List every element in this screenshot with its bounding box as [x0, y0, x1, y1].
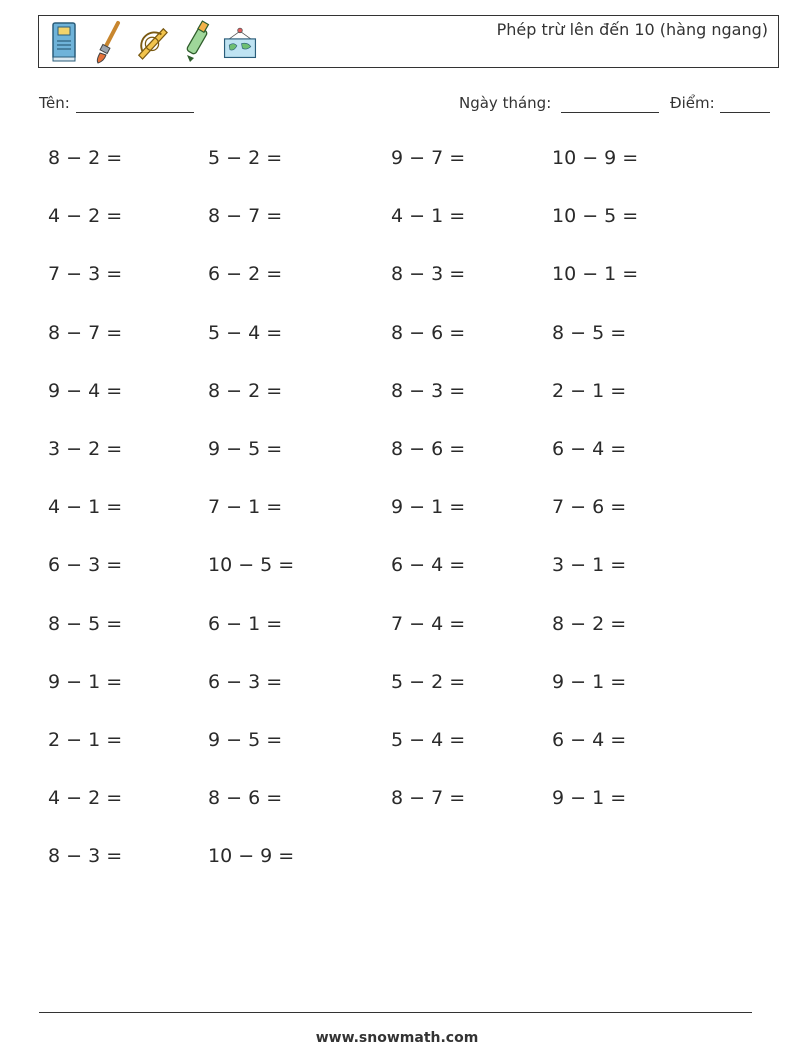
problem-item: 9 − 5 = [208, 729, 283, 751]
problem-item: 8 − 3 = [391, 380, 466, 402]
problem-item: 9 − 1 = [552, 787, 627, 809]
problem-item: 6 − 4 = [552, 438, 627, 460]
problem-item: 5 − 2 = [391, 671, 466, 693]
problem-item: 9 − 1 = [48, 671, 123, 693]
book-icon [47, 19, 81, 65]
problem-item: 5 − 2 = [208, 147, 283, 169]
problem-item: 4 − 2 = [48, 787, 123, 809]
problem-item: 6 − 2 = [208, 263, 283, 285]
problem-item: 8 − 2 = [48, 147, 123, 169]
problem-item: 4 − 2 = [48, 205, 123, 227]
problem-item: 4 − 1 = [391, 205, 466, 227]
problem-item: 8 − 5 = [552, 322, 627, 344]
problem-item: 9 − 1 = [552, 671, 627, 693]
problem-item: 6 − 4 = [552, 729, 627, 751]
problem-item: 5 − 4 = [208, 322, 283, 344]
footer-url: www.snowmath.com [315, 1030, 479, 1046]
student-info-row [39, 94, 770, 118]
problem-item: 3 − 1 = [552, 554, 627, 576]
score-label: Điểm: [670, 94, 715, 112]
problem-item: 9 − 7 = [391, 147, 466, 169]
problem-item: 7 − 4 = [391, 613, 466, 635]
map-board-icon [223, 19, 257, 65]
problem-item: 8 − 5 = [48, 613, 123, 635]
date-label: Ngày tháng: [459, 94, 552, 112]
problem-item: 8 − 6 = [208, 787, 283, 809]
protractor-icon [135, 19, 169, 65]
problem-item: 3 − 2 = [48, 438, 123, 460]
name-blank[interactable] [76, 112, 194, 113]
problem-item: 8 − 7 = [208, 205, 283, 227]
problem-item: 10 − 9 = [208, 845, 295, 867]
problem-item: 6 − 1 = [208, 613, 283, 635]
problem-item: 10 − 5 = [552, 205, 639, 227]
problem-item: 9 − 1 = [391, 496, 466, 518]
problem-item: 2 − 1 = [552, 380, 627, 402]
header-icons [47, 19, 257, 65]
problem-item: 7 − 3 = [48, 263, 123, 285]
problem-item: 8 − 6 = [391, 438, 466, 460]
worksheet-header [38, 15, 779, 68]
problem-item: 7 − 6 = [552, 496, 627, 518]
problem-item: 8 − 6 = [391, 322, 466, 344]
highlighter-icon [179, 19, 213, 65]
problem-item: 8 − 3 = [48, 845, 123, 867]
problem-item: 8 − 3 = [391, 263, 466, 285]
problem-item: 9 − 4 = [48, 380, 123, 402]
problem-item: 10 − 1 = [552, 263, 639, 285]
problem-item: 6 − 4 = [391, 554, 466, 576]
problem-item: 9 − 5 = [208, 438, 283, 460]
problem-item: 8 − 7 = [48, 322, 123, 344]
footer-divider [39, 1012, 752, 1013]
problem-item: 8 − 2 = [208, 380, 283, 402]
score-blank[interactable] [720, 112, 770, 113]
problem-item: 8 − 7 = [391, 787, 466, 809]
problem-item: 10 − 5 = [208, 554, 295, 576]
problem-item: 8 − 2 = [552, 613, 627, 635]
problem-item: 7 − 1 = [208, 496, 283, 518]
problem-item: 6 − 3 = [48, 554, 123, 576]
name-label: Tên: [39, 94, 70, 112]
problem-item: 2 − 1 = [48, 729, 123, 751]
date-blank[interactable] [561, 112, 659, 113]
paintbrush-icon [91, 19, 125, 65]
problem-item: 4 − 1 = [48, 496, 123, 518]
worksheet-title: Phép trừ lên đến 10 (hàng ngang) [496, 20, 768, 39]
problem-item: 10 − 9 = [552, 147, 639, 169]
problem-item: 5 − 4 = [391, 729, 466, 751]
problem-item: 6 − 3 = [208, 671, 283, 693]
